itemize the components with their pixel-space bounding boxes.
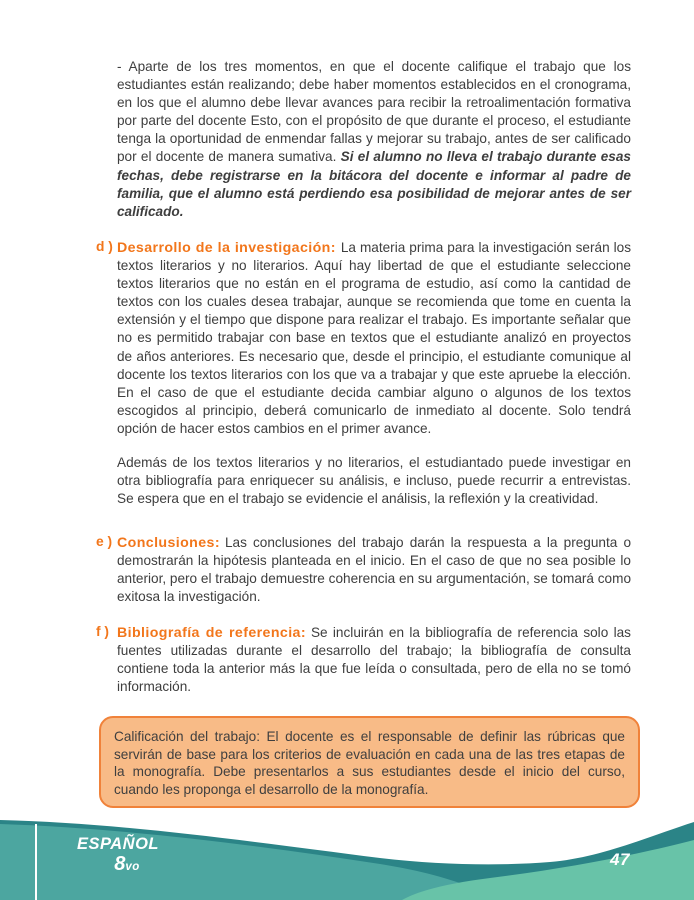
brand-logo: [68, 836, 168, 874]
brand-name: ESPAÑOL: [76, 835, 160, 853]
section-e-body: Las conclusiones del trabajo darán la respuesta a la pregunta o demostrarán la hipótesis planteada en el inicio. En el caso de que no sea posible lo anterior, pero el trabajo demuestre coherencia en su argumentación, se tomará como exitosa la investigación.: [117, 535, 631, 605]
section-e-paragraph: [96, 534, 631, 606]
section-d: [96, 239, 631, 438]
section-e: [96, 534, 631, 606]
section-e-label: e ): [96, 534, 113, 549]
brand-grade: [68, 854, 168, 874]
brand-grade-number: 8: [114, 852, 126, 875]
section-d-body: La materia prima para la investigación serán los textos literarios y no literarios. Aquí hay libertad de que el estudiante seleccione textos literarios que no están en el programa de estudio, así como la cantidad de textos con los cuales desea trabajar, aunque se recomienda que tome en cuenta la extensión y el tiempo que dispone para realizar el trabajo. Es importante señalar que no es permitido trabajar con base en textos que el estudiante analizó en proyectos de años anteriores. Es necesario que, desde el principio, el estudiante comunique al docente los textos literarios con los que va a trabajar y que este apruebe la elección. En el caso de que el estudiante decida cambiar alguno o algunos de los textos escogidos al principio, deberá comunicarlo de inmediato al docente. Solo tendrá opción de hacer estos cambios en el primer avance.: [117, 240, 631, 436]
intro-text: - Aparte de los tres momentos, en que el docente califique el trabajo que los estudiantes están realizando; debe haber momentos establecidos en el cronograma, en los que el alumno debe llevar avances para recibir la retroalimentación formativa por parte del docente Esto, con el propósito de que durante el proceso, el estudiante tenga la oportunidad de enmendar fallas y mejorar su trabajo, antes de ser calificado por el docente de manera sumativa.: [117, 59, 631, 165]
section-f-label: f ): [96, 624, 110, 639]
page-number: 47: [610, 850, 630, 869]
intro-paragraph: [117, 58, 631, 221]
callout-box: [99, 716, 640, 808]
callout-text: Calificación del trabajo: El docente es el responsable de definir las rúbricas que servirán de base para los criterios de evaluación en cada una de las tres etapas de la monografía. Debe presentarlos a sus estudiantes desde el inicio del curso, cuando les proponga el desarrollo de la monografía.: [114, 729, 625, 797]
brand-grade-suffix: vo: [125, 860, 140, 873]
section-e-title: Conclusiones:: [117, 535, 220, 551]
section-f-title: Bibliografía de referencia:: [117, 625, 306, 641]
intro-emphasis-text: Si el alumno no lleva el trabajo durante esas fechas, debe registrarse en la bitácora del docente e informar al padre de familia, que el alumno está perdiendo esa posibilidad de mejorar antes de ser calificado.: [117, 149, 631, 219]
section-d-label: d ): [96, 239, 113, 254]
section-f-paragraph: [96, 624, 631, 696]
section-d-title: Desarrollo de la investigación:: [117, 240, 336, 256]
section-f: [96, 624, 631, 696]
section-d-paragraph: [96, 239, 631, 438]
footer-divider-line: [35, 824, 37, 900]
extra-paragraph: Además de los textos literarios y no literarios, el estudiantado puede investigar en otra bibliografía para enriquecer su análisis, e incluso, puede recurrir a entrevistas. Se espera que en el trabajo se evidencie el análisis, la reflexión y la creatividad.: [117, 455, 631, 507]
footer-wave: [0, 818, 694, 900]
section-f-body: Se incluirán en la bibliografía de referencia solo las fuentes utilizadas durante el desarrollo del trabajo; la bibliografía de consulta contiene toda la anterior más la que fue leída o consultada, pero de ella no se tomó información.: [117, 625, 631, 695]
